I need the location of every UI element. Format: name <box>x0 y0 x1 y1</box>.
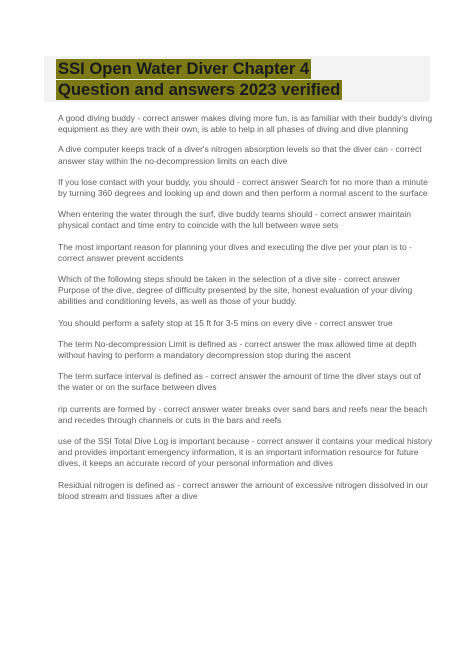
document-title <box>56 58 342 100</box>
qa-item: rip currents are formed by - correct answer water breaks over sand bars and reefs near the beach and recedes through channels or cuts in the bars and reefs <box>58 403 428 425</box>
title-line-1: SSI Open Water Diver Chapter 4 <box>58 59 310 78</box>
qa-item: When entering the water through the surf, dive buddy teams should - correct answer maintain physical contact and time entry to coincide with the lull between wave sets <box>58 209 411 231</box>
qa-item: A dive computer keeps track of a diver's nitrogen absorption levels so that the diver can - correct answer stay within the no-decompression limits on each dive <box>58 144 422 166</box>
qa-item: If you lose contact with your buddy, you should - correct answer Search for no more than a minute by turning 360 degrees and looking up and down and then perform a normal ascent to the surface <box>58 176 428 199</box>
title-line-2: Question and answers 2023 verified <box>58 80 341 99</box>
qa-item: Which of the following steps should be taken in the selection of a dive site - correct answer Purpose of the dive, degree of difficulty presented by the site, honest evaluation of your diving abilities and conditioning levels, as well as those of your buddy. <box>58 274 413 307</box>
qa-item: use of the SSI Total Dive Log is important because - correct answer it contains your medical history and provides important emergency information, it is an important information resource for future dives, it keeps an accurate record of your personal information and dives <box>58 436 433 469</box>
qa-item: You should perform a safety stop at 15 ft for 3-5 mins on every dive - correct answer true <box>58 317 393 328</box>
qa-item: A good diving buddy - correct answer makes diving more fun, is as familiar with their buddy's diving equipment as they are with their own, is able to help in all phases of diving and dive planning <box>58 113 433 135</box>
qa-item: The term No-decompression Limit is defined as - correct answer the max allowed time at depth without having to perform a mandatory decompression stop during the ascent <box>58 338 417 361</box>
qa-item: The most important reason for planning your dives and executing the dive per your plan is to - correct answer prevent accidents <box>58 241 412 263</box>
qa-item: The term surface interval is defined as - correct answer the amount of time the diver stays out of the water or on the surface between dives <box>58 371 421 393</box>
qa-item: Residual nitrogen is defined as - correct answer the amount of excessive nitrogen dissolved in our blood stream and tissues after a dive <box>58 479 429 501</box>
question-answer-list <box>58 113 434 512</box>
